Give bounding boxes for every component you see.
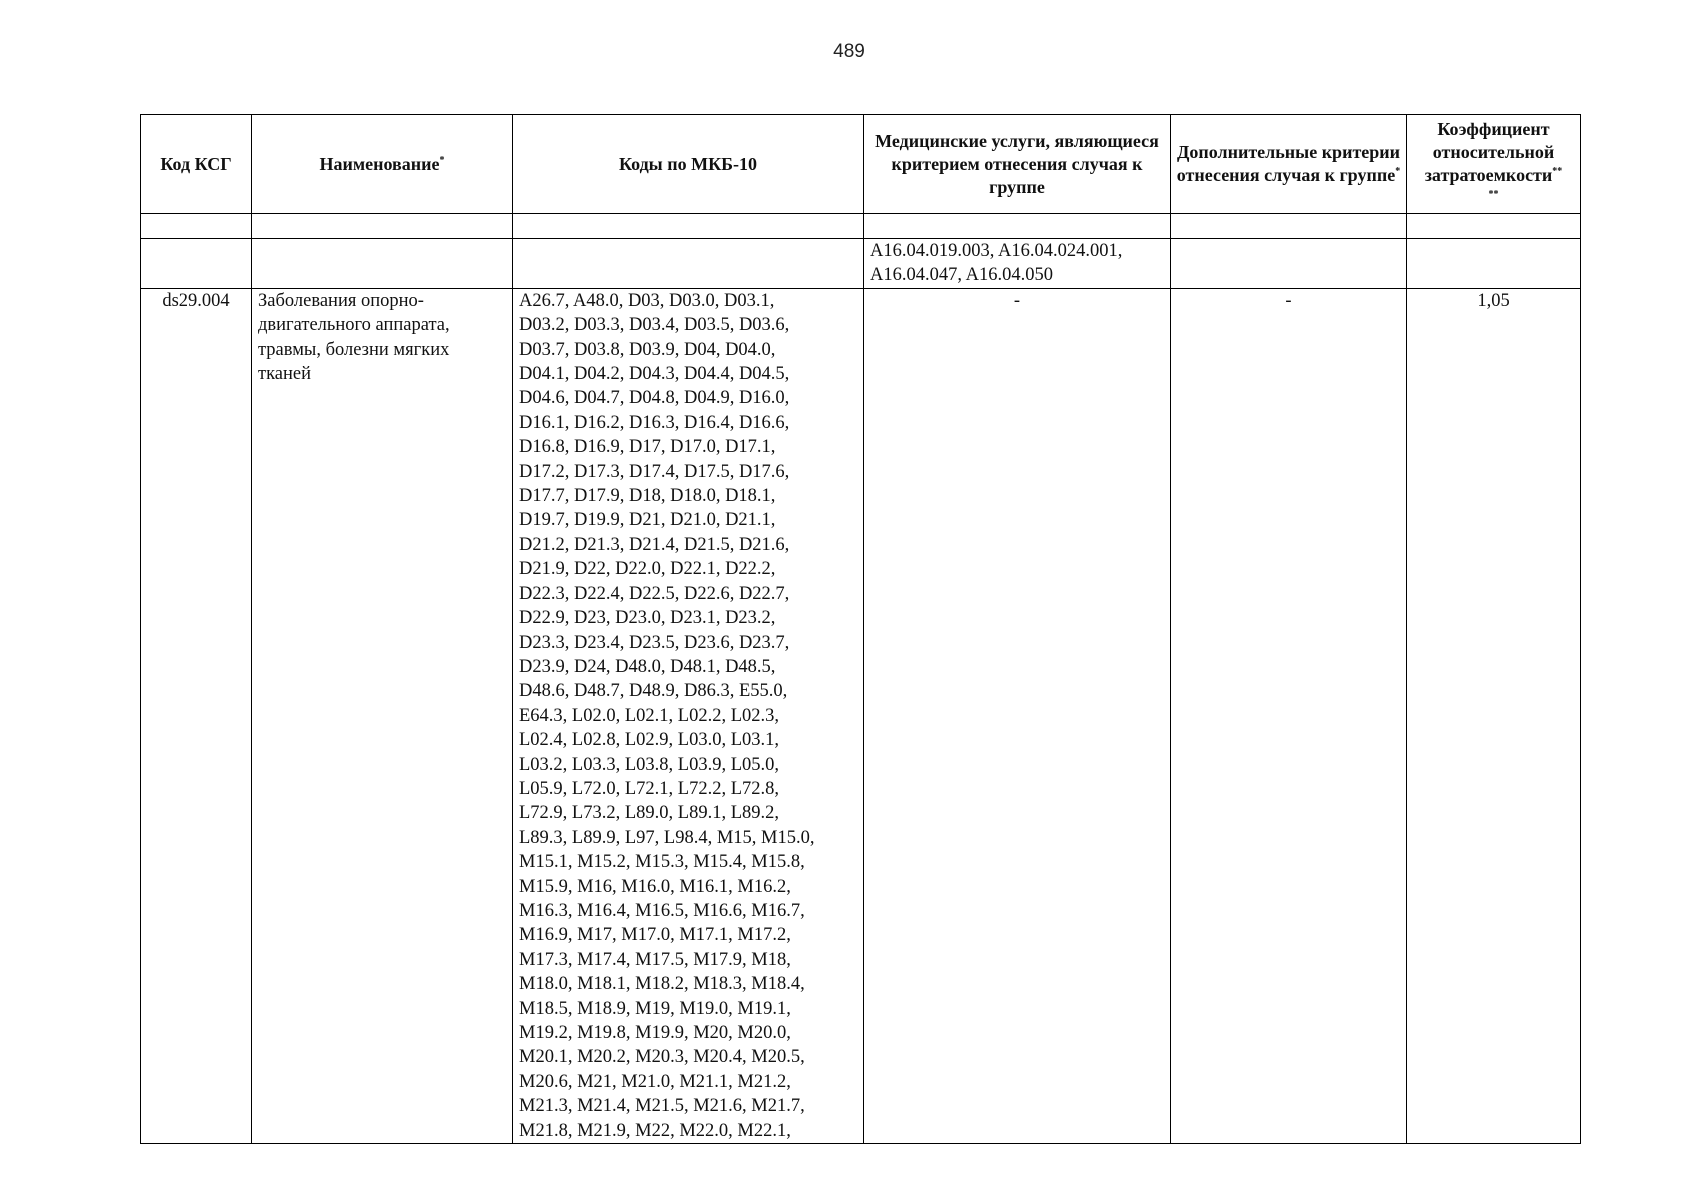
table-header-row	[141, 115, 1581, 214]
table-cell	[252, 214, 513, 239]
header-name: Наименование*	[252, 115, 513, 214]
header-medical-services: Медицинские услуги, являющиеся критерием отнесения случая к группе	[864, 115, 1171, 214]
footnote-mark-second: **	[1488, 189, 1499, 200]
footnote-mark: **	[1552, 166, 1563, 177]
header-coefficient: Коэффициент относительной затратоемкости** **	[1407, 115, 1581, 214]
table-row-ds29-004	[141, 288, 1581, 1143]
table-cell	[864, 214, 1171, 239]
ksg-code-cell: ds29.004	[141, 288, 252, 1143]
footnote-mark: *	[439, 154, 445, 166]
page-number: 489	[833, 41, 865, 62]
header-additional-criteria: Дополнительные критерии отнесения случая к группе*	[1171, 115, 1407, 214]
table-cell	[141, 239, 252, 289]
table-cell	[141, 214, 252, 239]
table-row-empty	[141, 214, 1581, 239]
header-code: Код КСГ	[141, 115, 252, 214]
header-mkb-codes: Коды по МКБ-10	[513, 115, 864, 214]
table-cell	[513, 214, 864, 239]
services-cell: A16.04.019.003, A16.04.024.001, A16.04.047, A16.04.050	[864, 239, 1171, 289]
table-cell	[1407, 214, 1581, 239]
mkb-codes-cell: A26.7, A48.0, D03, D03.0, D03.1, D03.2, D03.3, D03.4, D03.5, D03.6, D03.7, D03.8, D03.9, D04, D04.0, D04.1, D04.2, D04.3, D04.4, D04.5, D04.6, D04.7, D04.8, D04.9, D16.0, D16.1, D16.2, D16.3, D16.4, D16.6, D16.8, D16.9, D17, D17.0, D17.1, D17.2, D17.3, D17.4, D17.5, D17.6, D17.7, D17.9, D18, D18.0, D18.1, D19.7, D19.9, D21, D21.0, D21.1, D21.2, D21.3, D21.4, D21.5, D21.6, D21.9, D22, D22.0, D22.1, D22.2, D22.3, D22.4, D22.5, D22.6, D22.7, D22.9, D23, D23.0, D23.1, D23.2, D23.3, D23.4, D23.5, D23.6, D23.7, D23.9, D24, D48.0, D48.1, D48.5, D48.6, D48.7, D48.9, D86.3, E55.0, E64.3, L02.0, L02.1, L02.2, L02.3, L02.4, L02.8, L02.9, L03.0, L03.1, L03.2, L03.3, L03.8, L03.9, L05.0, L05.9, L72.0, L72.1, L72.2, L72.8, L72.9, L73.2, L89.0, L89.1, L89.2, L89.3, L89.9, L97, L98.4, M15, M15.0, M15.1, M15.2, M15.3, M15.4, M15.8, M15.9, M16, M16.0, M16.1, M16.2, M16.3, M16.4, M16.5, M16.6, M16.7, M16.9, M17, M17.0, M17.1, M17.2, M17.3, M17.4, M17.5, M17.9, M18, M18.0, M18.1, M18.2, M18.3, M18.4, M18.5, M18.9, M19, M19.0, M19.1, M19.2, M19.8, M19.9, M20, M20.0, M20.1, M20.2, M20.3, M20.4, M20.5, M20.6, M21, M21.0, M21.1, M21.2, M21.3, M21.4, M21.5, M21.6, M21.7, M21.8, M21.9, M22, M22.0, M22.1,	[513, 288, 864, 1143]
table-cell	[1171, 214, 1407, 239]
table-cell	[513, 239, 864, 289]
table-row-continuation	[141, 239, 1581, 289]
services-cell: -	[864, 288, 1171, 1143]
ksg-name-cell: Заболевания опорно-двигательного аппарата, травмы, болезни мягких тканей	[252, 288, 513, 1143]
table-cell	[1407, 239, 1581, 289]
criteria-cell: -	[1171, 288, 1407, 1143]
coefficient-cell: 1,05	[1407, 288, 1581, 1143]
table-cell	[1171, 239, 1407, 289]
table-cell	[252, 239, 513, 289]
ksg-table	[140, 114, 1581, 1144]
footnote-mark: *	[1395, 166, 1401, 177]
